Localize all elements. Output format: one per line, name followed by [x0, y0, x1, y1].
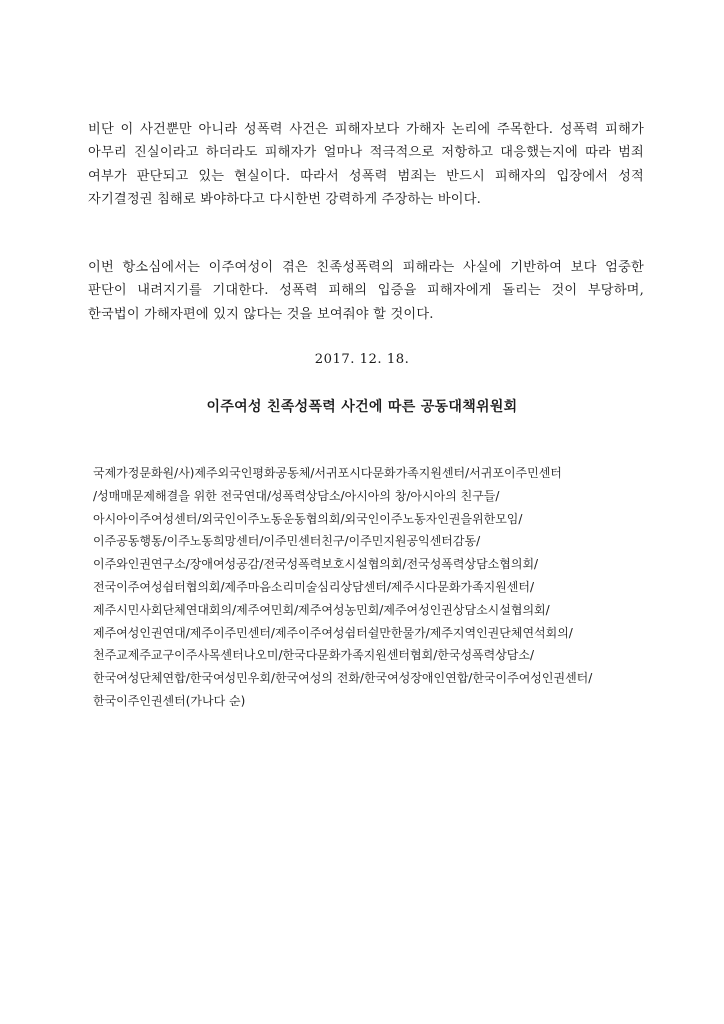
organization-list-line: /성매매문제해결을 위한 전국연대/성폭력상담소/아시아의 창/아시아의 친구들/ — [93, 488, 500, 503]
organization-list-line: 아시아이주여성센터/외국인이주노동운동협의회/외국인이주노동자인권을위한모임/ — [93, 511, 523, 526]
organization-list-line: 한국여성단체연합/한국여성민우회/한국여성의 전화/한국여성장애인연합/한국이주여성인권센터/ — [93, 671, 593, 686]
statement-date: 2017. 12. 18. — [314, 352, 410, 367]
organization-list-line: 이주공동행동/이주노동희망센터/이주민센터친구/이주민지원공익센터감동/ — [93, 534, 481, 549]
organization-list-line: 제주여성인권연대/제주이주민센터/제주이주여성쉼터쉴만한물가/제주지역인권단체연석회의/ — [93, 625, 573, 640]
organization-list-line: 전국이주여성쉼터협의회/제주마음소리미술심리상담센터/제주시다문화가족지원센터/ — [93, 579, 535, 594]
organization-list-line: 제주시민사회단체연대회의/제주여민회/제주여성농민회/제주여성인권상담소시설협의회/ — [93, 602, 550, 617]
organization-list-line: 천주교제주교구이주사목센터나오미/한국다문화가족지원센터협회/한국성폭력상담소/ — [93, 648, 535, 663]
committee-name: 이주여성 친족성폭력 사건에 따른 공동대책위원회 — [206, 399, 518, 415]
organization-list — [93, 462, 653, 713]
organization-list-line: 한국이주인권센터(가나다 순) — [93, 693, 246, 708]
body-paragraph: 이번 항소심에서는 이주여성이 겪은 친족성폭력의 피해라는 사실에 기반하여 보다 엄중한 판단이 내려지기를 기대한다. 성폭력 피해의 입증을 피해자에게 돌리는 것이 부당하며, 한국법이 가해자편에 있지 않다는 것을 보여줘야 할 것이다. — [88, 260, 644, 322]
organization-list-line: 국제가정문화원/사)제주외국인평화공동체/서귀포시다문화가족지원센터/서귀포이주민센터 — [93, 466, 562, 480]
body-paragraph: 비단 이 사건뿐만 아니라 성폭력 사건은 피해자보다 가해자 논리에 주목한다. 성폭력 피해가 아무리 진실이라고 하더라도 피해자가 얼마나 적극적으로 저항하고 대응했는지에 따라 범죄 여부가 판단되고 있는 현실이다. 따라서 성폭력 범죄는 반드시 피해자의 입장에서 성적 자기결정권 침해로 봐야하다고 다시한번 강력하게 주장하는 바이다. — [88, 122, 644, 208]
organization-list-line: 이주와인권연구소/장애여성공감/전국성폭력보호시설협의회/전국성폭력상담소협의회/ — [93, 557, 539, 572]
